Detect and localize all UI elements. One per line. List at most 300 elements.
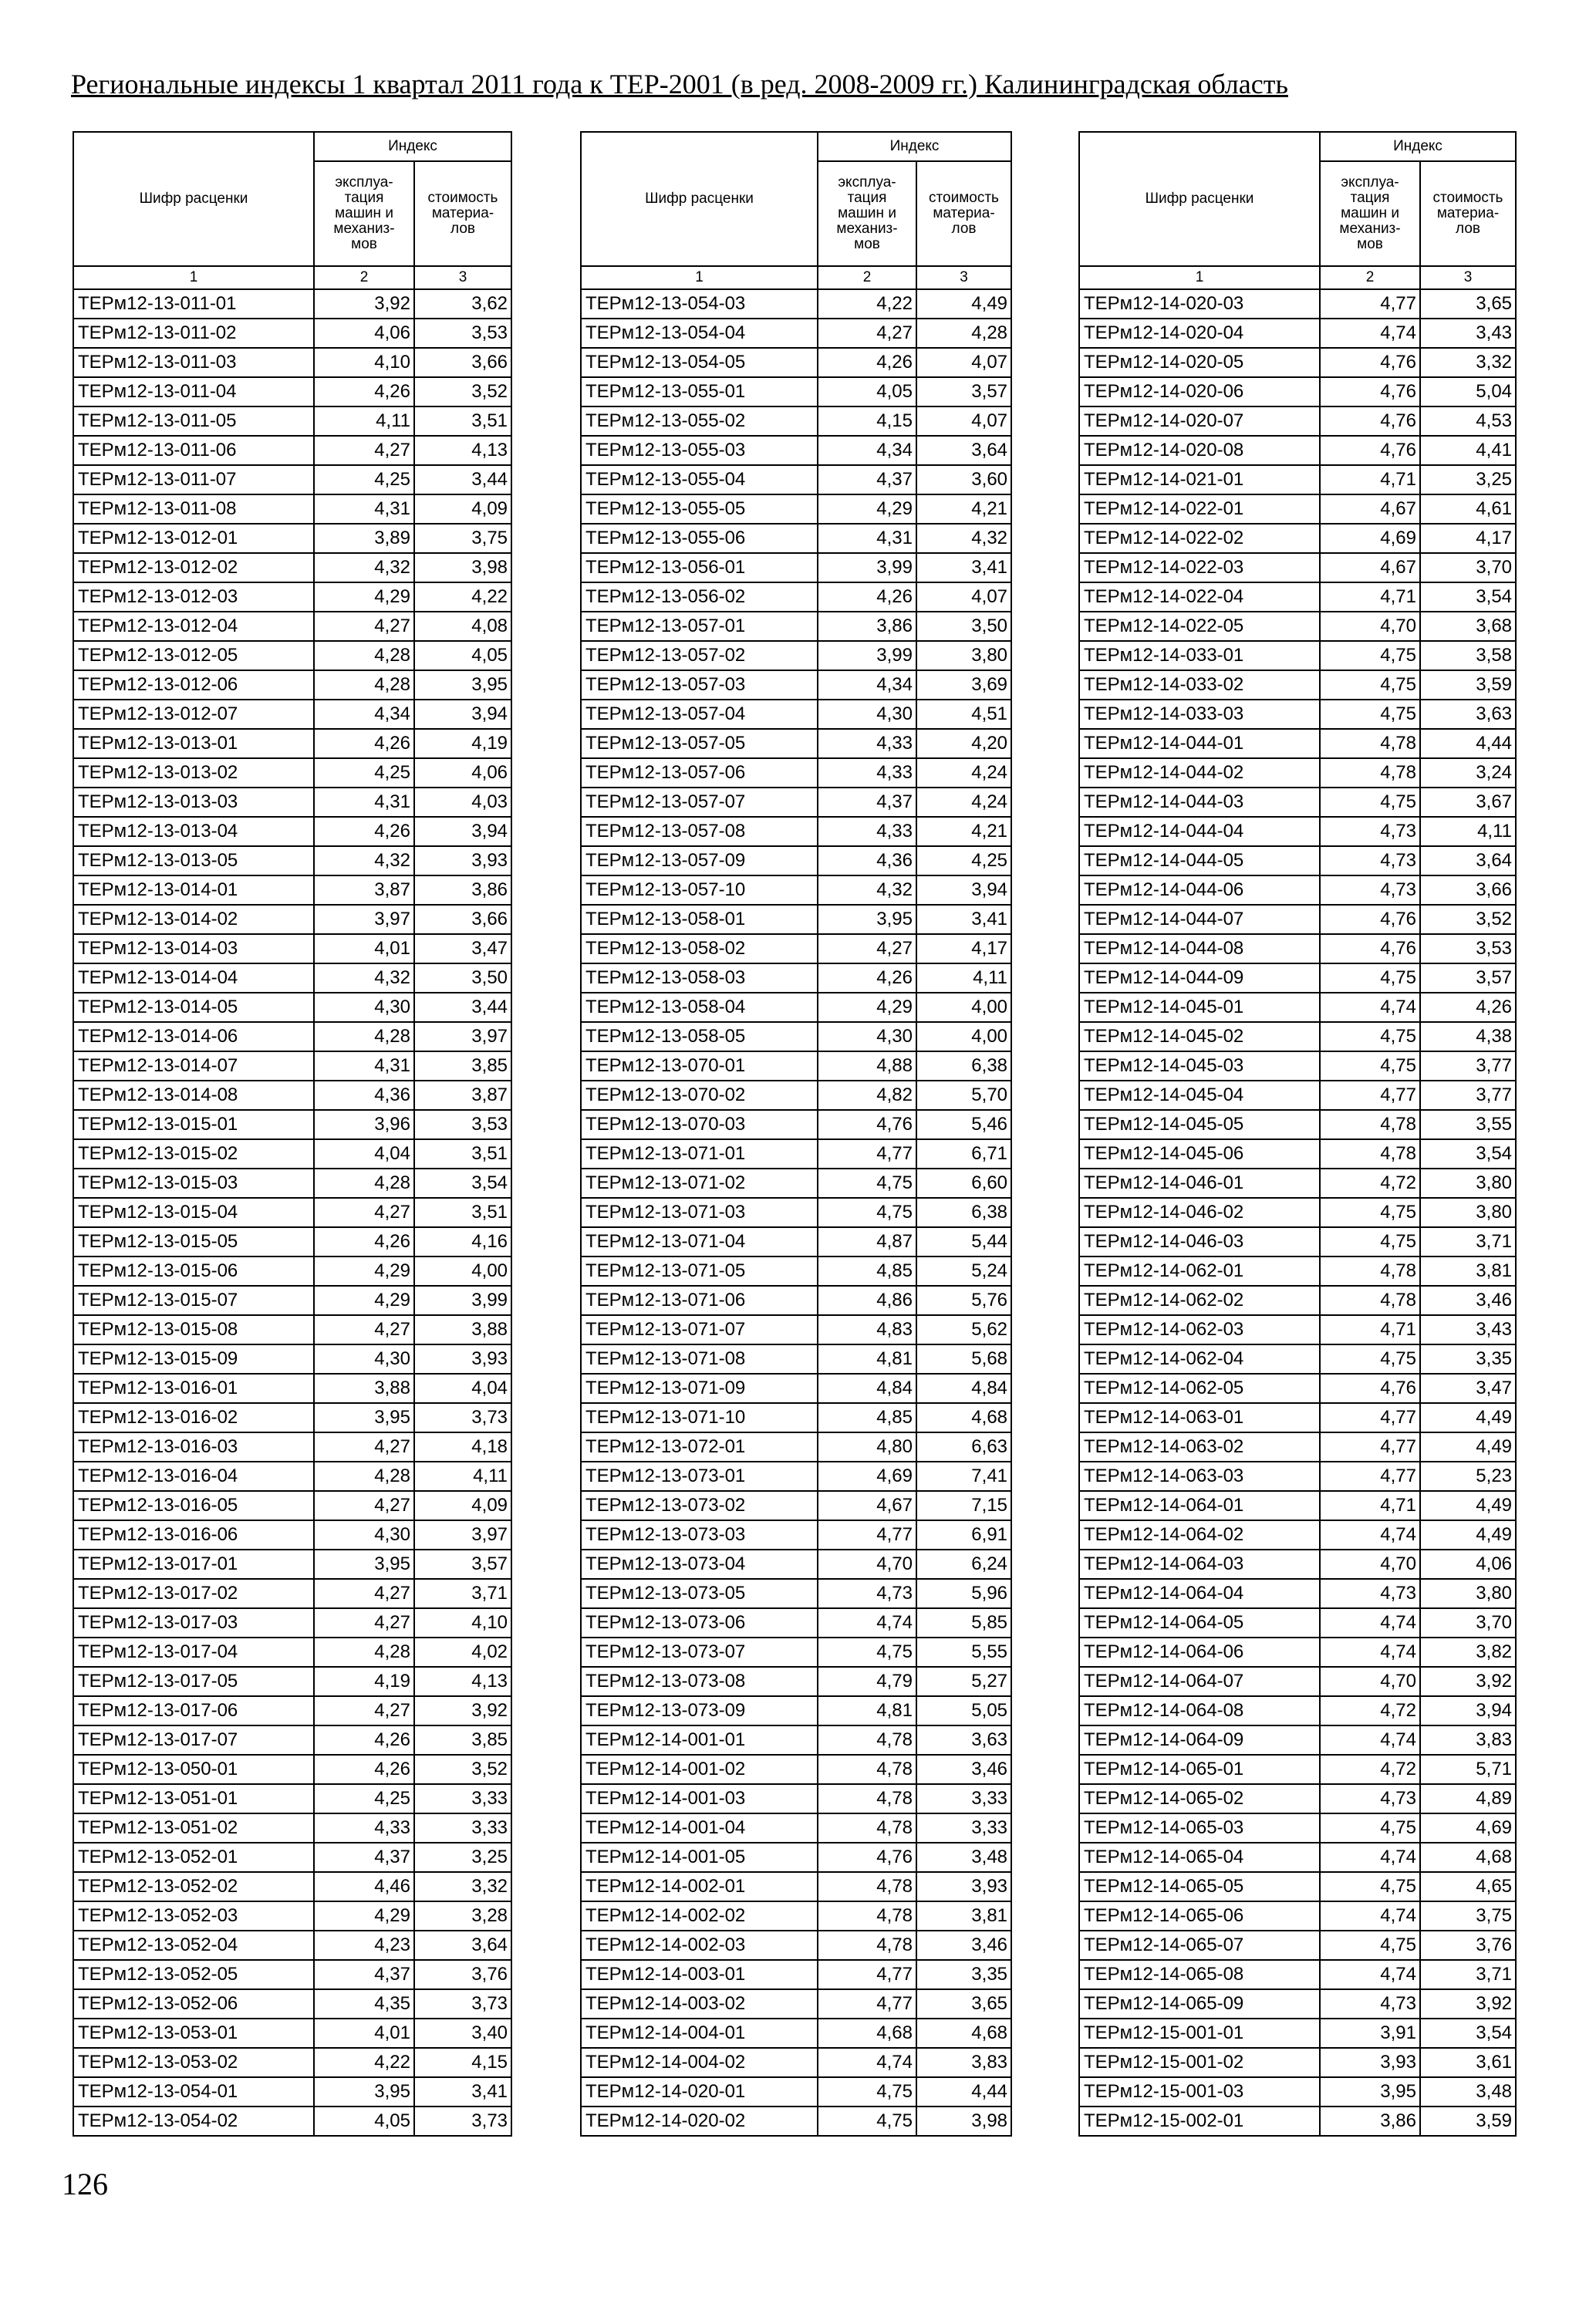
materials-index-cell: 3,60 <box>916 465 1011 494</box>
materials-index-cell: 5,55 <box>916 1638 1011 1667</box>
table-row <box>581 553 1011 582</box>
materials-index-cell: 3,43 <box>1420 1315 1516 1344</box>
table-row <box>1079 1755 1516 1784</box>
exploitation-index-cell: 4,33 <box>818 817 916 846</box>
materials-index-cell: 3,98 <box>916 2107 1011 2136</box>
cipher-cell: ТЕРм12-13-015-02 <box>73 1139 314 1169</box>
materials-index-cell: 3,55 <box>1420 1110 1516 1139</box>
cipher-cell: ТЕРм12-14-065-09 <box>1079 1989 1320 2019</box>
materials-index-cell: 3,41 <box>916 553 1011 582</box>
table-row <box>73 1638 511 1667</box>
exploitation-index-cell: 4,77 <box>818 1520 916 1550</box>
table-row <box>73 788 511 817</box>
table-row <box>1079 524 1516 553</box>
exploitation-index-cell: 4,76 <box>818 1110 916 1139</box>
exploitation-index-cell: 4,04 <box>314 1139 414 1169</box>
cipher-cell: ТЕРм12-13-071-06 <box>581 1286 818 1315</box>
cipher-cell: ТЕРм12-14-064-07 <box>1079 1667 1320 1696</box>
exploitation-index-cell: 4,70 <box>818 1550 916 1579</box>
cipher-cell: ТЕРм12-13-071-01 <box>581 1139 818 1169</box>
table-row <box>73 1696 511 1725</box>
cipher-cell: ТЕРм12-13-011-03 <box>73 348 314 377</box>
materials-index-cell: 3,51 <box>414 1139 511 1169</box>
materials-index-cell: 4,10 <box>414 1608 511 1638</box>
cipher-cell: ТЕРм12-13-072-01 <box>581 1432 818 1462</box>
cipher-cell: ТЕРм12-13-050-01 <box>73 1755 314 1784</box>
exploitation-index-cell: 4,76 <box>818 1843 916 1872</box>
cipher-cell: ТЕРм12-13-057-03 <box>581 670 818 700</box>
table-row <box>73 1169 511 1198</box>
exploitation-index-cell: 4,28 <box>314 1462 414 1491</box>
exploitation-index-cell: 4,06 <box>314 319 414 348</box>
table-row <box>581 1491 1011 1520</box>
exploitation-index-cell: 4,33 <box>818 729 916 758</box>
table-row <box>581 1315 1011 1344</box>
materials-index-cell: 3,71 <box>1420 1960 1516 1989</box>
table-row <box>1079 1374 1516 1403</box>
exploitation-index-cell: 4,78 <box>1320 729 1420 758</box>
table-row <box>581 1344 1011 1374</box>
materials-index-cell: 5,05 <box>916 1696 1011 1725</box>
materials-index-cell: 3,63 <box>916 1725 1011 1755</box>
cipher-cell: ТЕРм12-13-016-03 <box>73 1432 314 1462</box>
materials-index-cell: 3,52 <box>414 377 511 406</box>
cipher-cell: ТЕРм12-14-020-07 <box>1079 406 1320 436</box>
cipher-cell: ТЕРм12-14-064-05 <box>1079 1608 1320 1638</box>
exploitation-index-cell: 4,74 <box>1320 1843 1420 1872</box>
cipher-cell: ТЕРм12-13-015-07 <box>73 1286 314 1315</box>
table-row <box>581 1139 1011 1169</box>
exploitation-index-cell: 4,75 <box>1320 670 1420 700</box>
cipher-cell: ТЕРм12-14-003-01 <box>581 1960 818 1989</box>
exploitation-index-cell: 4,77 <box>1320 1081 1420 1110</box>
materials-index-cell: 3,50 <box>414 963 511 993</box>
exploitation-index-cell: 4,75 <box>1320 1227 1420 1257</box>
table-row <box>1079 1667 1516 1696</box>
materials-index-cell: 5,85 <box>916 1608 1011 1638</box>
cipher-cell: ТЕРм12-14-001-05 <box>581 1843 818 1872</box>
cipher-cell: ТЕРм12-13-058-04 <box>581 993 818 1022</box>
materials-index-cell: 3,94 <box>414 817 511 846</box>
cipher-cell: ТЕРм12-13-013-05 <box>73 846 314 875</box>
cipher-cell: ТЕРм12-14-063-02 <box>1079 1432 1320 1462</box>
cipher-cell: ТЕРм12-13-011-06 <box>73 436 314 465</box>
header-exploitation: эксплуа- тация машин и механиз- мов <box>1320 161 1420 266</box>
exploitation-index-cell: 4,67 <box>1320 553 1420 582</box>
cipher-cell: ТЕРм12-14-020-03 <box>1079 289 1320 319</box>
materials-index-cell: 3,33 <box>414 1784 511 1813</box>
exploitation-index-cell: 4,75 <box>818 2107 916 2136</box>
cipher-cell: ТЕРм12-13-015-03 <box>73 1169 314 1198</box>
exploitation-index-cell: 4,78 <box>818 1784 916 1813</box>
header-materials: стоимость материа- лов <box>1420 161 1516 266</box>
header-col-2: 2 <box>1320 266 1420 289</box>
materials-index-cell: 3,70 <box>1420 553 1516 582</box>
materials-index-cell: 4,25 <box>916 846 1011 875</box>
cipher-cell: ТЕРм12-13-016-02 <box>73 1403 314 1432</box>
table-row <box>1079 905 1516 934</box>
table-row <box>581 641 1011 670</box>
table-row <box>1079 2019 1516 2048</box>
cipher-cell: ТЕРм12-13-052-01 <box>73 1843 314 1872</box>
exploitation-index-cell: 4,27 <box>314 1696 414 1725</box>
exploitation-index-cell: 3,99 <box>818 553 916 582</box>
exploitation-index-cell: 4,34 <box>314 700 414 729</box>
materials-index-cell: 3,63 <box>1420 700 1516 729</box>
exploitation-index-cell: 4,85 <box>818 1403 916 1432</box>
materials-index-cell: 3,67 <box>1420 788 1516 817</box>
table-row <box>581 1169 1011 1198</box>
table-row <box>581 1550 1011 1579</box>
exploitation-index-cell: 4,73 <box>1320 875 1420 905</box>
exploitation-index-cell: 4,87 <box>818 1227 916 1257</box>
exploitation-index-cell: 3,95 <box>314 2077 414 2107</box>
materials-index-cell: 3,53 <box>414 319 511 348</box>
cipher-cell: ТЕРм12-14-046-02 <box>1079 1198 1320 1227</box>
cipher-cell: ТЕРм12-13-014-07 <box>73 1051 314 1081</box>
cipher-cell: ТЕРм12-13-070-01 <box>581 1051 818 1081</box>
materials-index-cell: 3,59 <box>1420 2107 1516 2136</box>
table-row <box>73 1432 511 1462</box>
materials-index-cell: 3,73 <box>414 1403 511 1432</box>
table-row <box>581 2077 1011 2107</box>
exploitation-index-cell: 3,97 <box>314 905 414 934</box>
exploitation-index-cell: 4,23 <box>314 1931 414 1960</box>
table-row <box>1079 1051 1516 1081</box>
cipher-cell: ТЕРм12-13-012-05 <box>73 641 314 670</box>
table-row <box>581 1755 1011 1784</box>
materials-index-cell: 3,95 <box>414 670 511 700</box>
cipher-cell: ТЕРм12-13-055-04 <box>581 465 818 494</box>
exploitation-index-cell: 4,36 <box>818 846 916 875</box>
materials-index-cell: 4,08 <box>414 612 511 641</box>
table-row <box>73 875 511 905</box>
cipher-cell: ТЕРм12-14-033-01 <box>1079 641 1320 670</box>
cipher-cell: ТЕРм12-14-020-04 <box>1079 319 1320 348</box>
table-row <box>1079 1520 1516 1550</box>
table-row <box>73 553 511 582</box>
table-row <box>581 1784 1011 1813</box>
exploitation-index-cell: 4,22 <box>314 2048 414 2077</box>
exploitation-index-cell: 4,74 <box>818 1608 916 1638</box>
table-row <box>73 1110 511 1139</box>
materials-index-cell: 3,94 <box>414 700 511 729</box>
table-row <box>73 934 511 963</box>
materials-index-cell: 3,76 <box>414 1960 511 1989</box>
materials-index-cell: 3,75 <box>414 524 511 553</box>
exploitation-index-cell: 4,22 <box>818 289 916 319</box>
header-exploitation: эксплуа- тация машин и механиз- мов <box>314 161 414 266</box>
materials-index-cell: 7,41 <box>916 1462 1011 1491</box>
exploitation-index-cell: 4,71 <box>1320 1315 1420 1344</box>
exploitation-index-cell: 4,31 <box>314 788 414 817</box>
materials-index-cell: 4,13 <box>414 436 511 465</box>
materials-index-cell: 3,92 <box>414 1696 511 1725</box>
table-row <box>1079 2107 1516 2136</box>
exploitation-index-cell: 4,30 <box>818 1022 916 1051</box>
table-row <box>73 1931 511 1960</box>
table-row <box>1079 1960 1516 1989</box>
cipher-cell: ТЕРм12-13-070-02 <box>581 1081 818 1110</box>
materials-index-cell: 4,68 <box>916 2019 1011 2048</box>
table-row <box>581 934 1011 963</box>
materials-index-cell: 5,71 <box>1420 1755 1516 1784</box>
table-body <box>1079 289 1516 2136</box>
exploitation-index-cell: 4,80 <box>818 1432 916 1462</box>
exploitation-index-cell: 4,78 <box>818 1901 916 1931</box>
materials-index-cell: 4,00 <box>916 1022 1011 1051</box>
materials-index-cell: 3,94 <box>916 875 1011 905</box>
cipher-cell: ТЕРм12-14-022-01 <box>1079 494 1320 524</box>
exploitation-index-cell: 4,77 <box>1320 1432 1420 1462</box>
cipher-cell: ТЕРм12-13-013-04 <box>73 817 314 846</box>
cipher-cell: ТЕРм12-13-073-09 <box>581 1696 818 1725</box>
table-row <box>1079 1931 1516 1960</box>
materials-index-cell: 3,81 <box>1420 1257 1516 1286</box>
materials-index-cell: 3,86 <box>414 875 511 905</box>
materials-index-cell: 3,40 <box>414 2019 511 2048</box>
cipher-cell: ТЕРм12-13-017-06 <box>73 1696 314 1725</box>
materials-index-cell: 4,41 <box>1420 436 1516 465</box>
exploitation-index-cell: 3,86 <box>1320 2107 1420 2136</box>
table-row <box>581 1608 1011 1638</box>
materials-index-cell: 3,35 <box>1420 1344 1516 1374</box>
cipher-cell: ТЕРм12-13-017-05 <box>73 1667 314 1696</box>
exploitation-index-cell: 4,46 <box>314 1872 414 1901</box>
cipher-cell: ТЕРм12-13-055-05 <box>581 494 818 524</box>
exploitation-index-cell: 4,27 <box>314 1432 414 1462</box>
cipher-cell: ТЕРм12-14-001-04 <box>581 1813 818 1843</box>
table-row <box>581 1579 1011 1608</box>
table-row <box>73 1139 511 1169</box>
exploitation-index-cell: 4,73 <box>1320 817 1420 846</box>
exploitation-index-cell: 4,26 <box>314 1227 414 1257</box>
materials-index-cell: 3,47 <box>1420 1374 1516 1403</box>
table-row <box>73 700 511 729</box>
cipher-cell: ТЕРм12-13-015-04 <box>73 1198 314 1227</box>
materials-index-cell: 4,68 <box>1420 1843 1516 1872</box>
table-row <box>1079 348 1516 377</box>
materials-index-cell: 3,97 <box>414 1022 511 1051</box>
cipher-cell: ТЕРм12-13-016-06 <box>73 1520 314 1550</box>
cipher-cell: ТЕРм12-14-045-03 <box>1079 1051 1320 1081</box>
exploitation-index-cell: 3,95 <box>1320 2077 1420 2107</box>
exploitation-index-cell: 4,32 <box>818 875 916 905</box>
materials-index-cell: 3,33 <box>916 1784 1011 1813</box>
cipher-cell: ТЕРм12-13-058-03 <box>581 963 818 993</box>
table-row <box>581 612 1011 641</box>
materials-index-cell: 3,41 <box>916 905 1011 934</box>
materials-index-cell: 5,24 <box>916 1257 1011 1286</box>
exploitation-index-cell: 4,37 <box>314 1960 414 1989</box>
table-row <box>581 465 1011 494</box>
materials-index-cell: 4,07 <box>916 582 1011 612</box>
cipher-cell: ТЕРм12-14-003-02 <box>581 1989 818 2019</box>
exploitation-index-cell: 4,27 <box>818 934 916 963</box>
exploitation-index-cell: 4,29 <box>314 1286 414 1315</box>
cipher-cell: ТЕРм12-13-071-09 <box>581 1374 818 1403</box>
exploitation-index-cell: 4,75 <box>1320 641 1420 670</box>
exploitation-index-cell: 4,82 <box>818 1081 916 1110</box>
cipher-cell: ТЕРм12-14-045-01 <box>1079 993 1320 1022</box>
cipher-cell: ТЕРм12-14-020-02 <box>581 2107 818 2136</box>
table-row <box>73 1667 511 1696</box>
cipher-cell: ТЕРм12-13-011-01 <box>73 289 314 319</box>
materials-index-cell: 3,32 <box>1420 348 1516 377</box>
table-row <box>73 1315 511 1344</box>
materials-index-cell: 3,58 <box>1420 641 1516 670</box>
cipher-cell: ТЕРм12-13-012-07 <box>73 700 314 729</box>
table-row <box>1079 1638 1516 1667</box>
exploitation-index-cell: 4,32 <box>314 963 414 993</box>
table-row <box>1079 700 1516 729</box>
materials-index-cell: 3,77 <box>1420 1051 1516 1081</box>
table-row <box>581 1051 1011 1081</box>
materials-index-cell: 7,15 <box>916 1491 1011 1520</box>
exploitation-index-cell: 4,78 <box>818 1755 916 1784</box>
materials-index-cell: 4,21 <box>916 817 1011 846</box>
table-row <box>581 963 1011 993</box>
cipher-cell: ТЕРм12-14-045-04 <box>1079 1081 1320 1110</box>
exploitation-index-cell: 4,83 <box>818 1315 916 1344</box>
table-row <box>1079 1579 1516 1608</box>
table-row <box>581 1286 1011 1315</box>
cipher-cell: ТЕРм12-13-015-09 <box>73 1344 314 1374</box>
materials-index-cell: 3,82 <box>1420 1638 1516 1667</box>
materials-index-cell: 4,28 <box>916 319 1011 348</box>
table-row <box>581 1110 1011 1139</box>
cipher-cell: ТЕРм12-14-064-09 <box>1079 1725 1320 1755</box>
table-row <box>581 1257 1011 1286</box>
table-row <box>1079 758 1516 788</box>
exploitation-index-cell: 4,88 <box>818 1051 916 1081</box>
table-row <box>581 875 1011 905</box>
materials-index-cell: 3,52 <box>1420 905 1516 934</box>
table-body <box>73 289 511 2136</box>
materials-index-cell: 4,51 <box>916 700 1011 729</box>
table-row <box>581 1227 1011 1257</box>
exploitation-index-cell: 4,75 <box>818 1638 916 1667</box>
materials-index-cell: 3,97 <box>414 1520 511 1550</box>
table-row <box>581 1667 1011 1696</box>
table-row <box>1079 1901 1516 1931</box>
materials-index-cell: 4,32 <box>916 524 1011 553</box>
table-row <box>73 1462 511 1491</box>
table-row <box>1079 963 1516 993</box>
table-row <box>581 788 1011 817</box>
cipher-cell: ТЕРм12-13-073-01 <box>581 1462 818 1491</box>
exploitation-index-cell: 4,29 <box>314 1257 414 1286</box>
table-row <box>581 1931 1011 1960</box>
materials-index-cell: 4,26 <box>1420 993 1516 1022</box>
materials-index-cell: 3,25 <box>1420 465 1516 494</box>
materials-index-cell: 3,80 <box>1420 1169 1516 1198</box>
table-row <box>1079 641 1516 670</box>
header-col-1: 1 <box>1079 266 1320 289</box>
table-row <box>581 2107 1011 2136</box>
table-row <box>1079 1139 1516 1169</box>
table-row <box>1079 1169 1516 1198</box>
materials-index-cell: 3,99 <box>414 1286 511 1315</box>
table-row <box>73 1813 511 1843</box>
cipher-cell: ТЕРм12-13-051-02 <box>73 1813 314 1843</box>
table-row <box>1079 1022 1516 1051</box>
table-row <box>73 1872 511 1901</box>
cipher-cell: ТЕРм12-14-062-03 <box>1079 1315 1320 1344</box>
materials-index-cell: 3,53 <box>1420 934 1516 963</box>
materials-index-cell: 3,94 <box>1420 1696 1516 1725</box>
cipher-cell: ТЕРм12-14-020-06 <box>1079 377 1320 406</box>
cipher-cell: ТЕРм12-13-011-02 <box>73 319 314 348</box>
materials-index-cell: 4,00 <box>414 1257 511 1286</box>
cipher-cell: ТЕРм12-14-045-05 <box>1079 1110 1320 1139</box>
materials-index-cell: 3,33 <box>414 1813 511 1843</box>
cipher-cell: ТЕРм12-13-012-06 <box>73 670 314 700</box>
materials-index-cell: 3,93 <box>414 1344 511 1374</box>
materials-index-cell: 3,51 <box>414 406 511 436</box>
table-row <box>581 1638 1011 1667</box>
exploitation-index-cell: 3,88 <box>314 1374 414 1403</box>
exploitation-index-cell: 4,79 <box>818 1667 916 1696</box>
materials-index-cell: 4,15 <box>414 2048 511 2077</box>
cipher-cell: ТЕРм12-13-015-08 <box>73 1315 314 1344</box>
table-row <box>73 758 511 788</box>
materials-index-cell: 4,44 <box>916 2077 1011 2107</box>
exploitation-index-cell: 4,73 <box>1320 846 1420 875</box>
exploitation-index-cell: 4,72 <box>1320 1755 1420 1784</box>
table-row <box>73 289 511 319</box>
header-col-1: 1 <box>581 266 818 289</box>
cipher-cell: ТЕРм12-14-063-01 <box>1079 1403 1320 1432</box>
cipher-cell: ТЕРм12-13-056-01 <box>581 553 818 582</box>
index-table-3 <box>1078 131 1517 2137</box>
cipher-cell: ТЕРм12-13-071-04 <box>581 1227 818 1257</box>
header-materials: стоимость материа- лов <box>916 161 1011 266</box>
materials-index-cell: 5,04 <box>1420 377 1516 406</box>
materials-index-cell: 3,32 <box>414 1872 511 1901</box>
cipher-cell: ТЕРм12-14-044-03 <box>1079 788 1320 817</box>
cipher-cell: ТЕРм12-13-071-05 <box>581 1257 818 1286</box>
table-row <box>73 1579 511 1608</box>
cipher-cell: ТЕРм12-13-011-08 <box>73 494 314 524</box>
exploitation-index-cell: 4,75 <box>1320 700 1420 729</box>
table-row <box>1079 1198 1516 1227</box>
cipher-cell: ТЕРм12-13-011-04 <box>73 377 314 406</box>
exploitation-index-cell: 4,86 <box>818 1286 916 1315</box>
table-row <box>73 905 511 934</box>
table-row <box>73 582 511 612</box>
table-row <box>1079 846 1516 875</box>
materials-index-cell: 4,04 <box>414 1374 511 1403</box>
table-row <box>581 582 1011 612</box>
materials-index-cell: 4,61 <box>1420 494 1516 524</box>
cipher-cell: ТЕРм12-13-054-01 <box>73 2077 314 2107</box>
page-title: Региональные индексы 1 квартал 2011 года к ТЕР-2001 (в ред. 2008-2009 гг.) Калининградская область <box>71 69 1288 100</box>
index-table-2 <box>580 131 1012 2137</box>
materials-index-cell: 3,85 <box>414 1725 511 1755</box>
cipher-cell: ТЕРм12-13-057-07 <box>581 788 818 817</box>
exploitation-index-cell: 4,37 <box>818 788 916 817</box>
materials-index-cell: 5,76 <box>916 1286 1011 1315</box>
exploitation-index-cell: 4,78 <box>1320 1139 1420 1169</box>
exploitation-index-cell: 4,75 <box>1320 1051 1420 1081</box>
table-row <box>73 494 511 524</box>
materials-index-cell: 4,53 <box>1420 406 1516 436</box>
table-row <box>73 729 511 758</box>
cipher-cell: ТЕРм12-14-001-01 <box>581 1725 818 1755</box>
materials-index-cell: 3,46 <box>916 1931 1011 1960</box>
cipher-cell: ТЕРм12-14-065-02 <box>1079 1784 1320 1813</box>
